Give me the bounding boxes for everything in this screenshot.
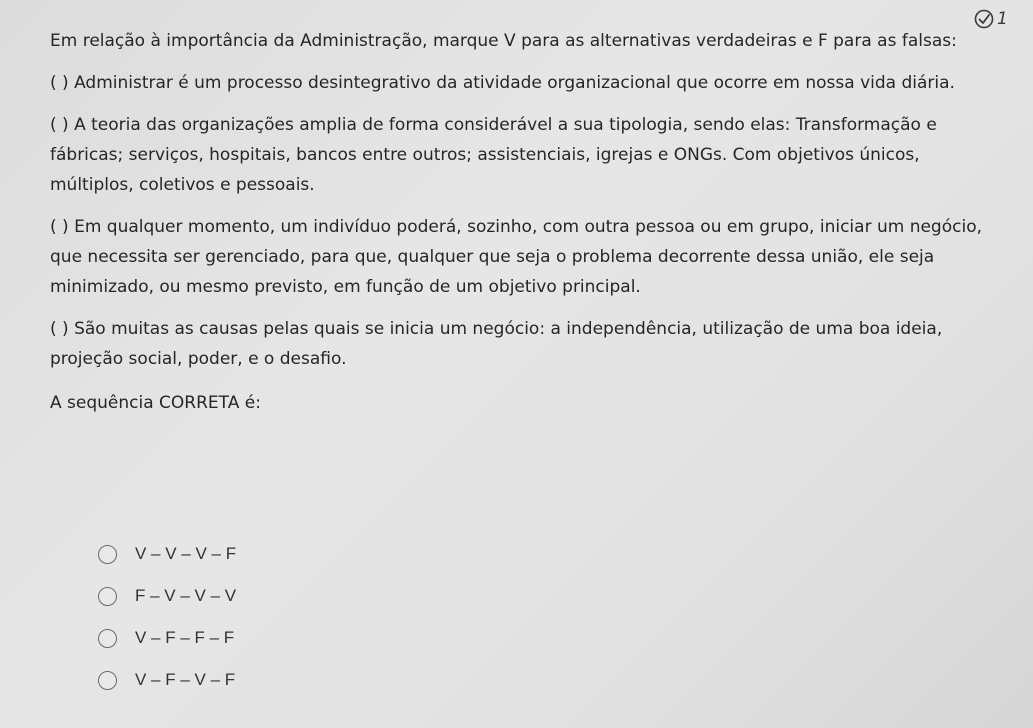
answer-option-4[interactable]: [98, 659, 236, 701]
answer-option-2[interactable]: [98, 575, 236, 617]
sequence-label: A sequência CORRETA é:: [50, 393, 261, 413]
option-label: F – V – V – V: [135, 586, 237, 605]
question-prompt: Em relação à importância da Administração, marque V para as alternativas verdadeiras e F para as falsas:: [50, 31, 957, 51]
answer-options: [98, 533, 236, 701]
statement-1: ( ) Administrar é um processo desintegrativo da atividade organizacional que ocorre em nossa vida diária.: [50, 73, 955, 93]
answer-option-3[interactable]: [98, 617, 236, 659]
radio-button[interactable]: [98, 629, 117, 648]
option-label: V – F – F – F: [135, 628, 235, 647]
radio-button[interactable]: [98, 545, 117, 564]
radio-button[interactable]: [98, 587, 117, 606]
question-body: [50, 26, 990, 430]
statement-3: ( ) Em qualquer momento, um indivíduo poderá, sozinho, com outra pessoa ou em grupo, iniciar um negócio, que necessita ser gerenciado, para que, qualquer que seja o problema decorrente dessa união, ele seja minimizado, ou mesmo previsto, em função de um objetivo principal.: [50, 217, 982, 297]
question-number: 1: [997, 9, 1008, 29]
statement-2: ( ) A teoria das organizações amplia de forma considerável a sua tipologia, sendo elas: Transformação e fábricas; serviços, hospitais, bancos entre outros; assistenciais, igrejas e ONGs. Com objetivos únicos, múltiplos, coletivos e pessoais.: [50, 115, 937, 195]
statement-4: ( ) São muitas as causas pelas quais se inicia um negócio: a independência, utilização de uma boa ideia, projeção social, poder, e o desafio.: [50, 319, 943, 369]
answer-option-1[interactable]: [98, 533, 236, 575]
option-label: V – V – V – F: [135, 544, 237, 563]
option-label: V – F – V – F: [135, 670, 236, 689]
radio-button[interactable]: [98, 671, 117, 690]
